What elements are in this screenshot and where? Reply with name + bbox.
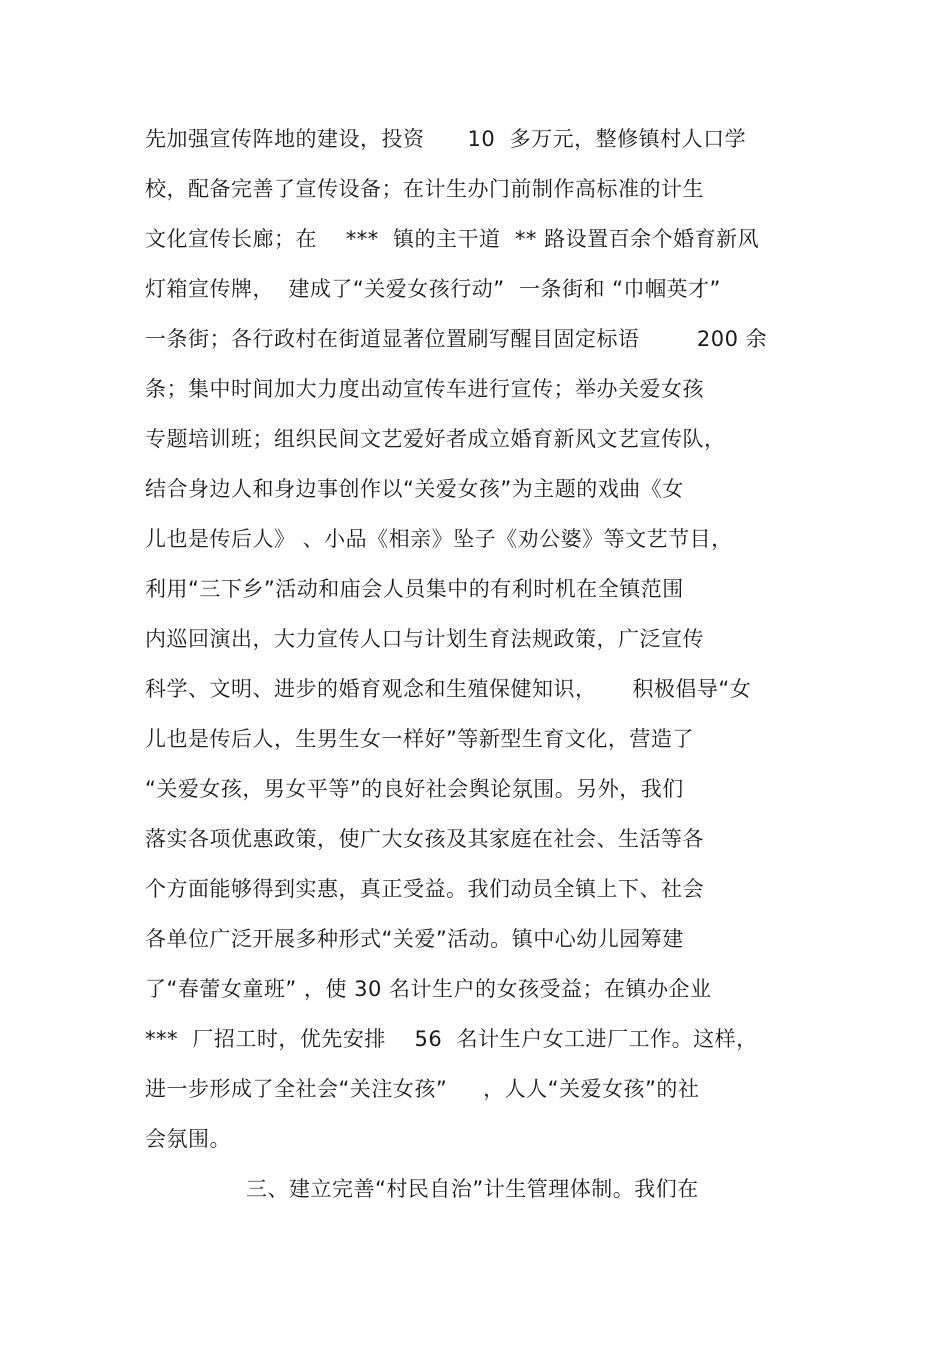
- text-line: 条；集中时间加大力度出动宣传车进行宣传；举办关爱女孩: [145, 377, 704, 401]
- text-line: *** 厂招工时，优先安排 56 名计生户女工进厂工作。这样，: [145, 1027, 758, 1051]
- text-line: 一条街；各行政村在街道显著位置刷写醒目固定标语 200 余: [145, 327, 768, 351]
- text-line: 儿也是传后人》 、小品《相亲》坠子《劝公婆》等文艺节目，: [145, 527, 733, 551]
- text-line: 先加强宣传阵地的建设，投资 10 多万元，整修镇村人口学: [145, 127, 747, 151]
- text-line: 灯箱宣传牌， 建成了“关爱女孩行动” 一条街和 “巾帼英才”: [145, 277, 721, 301]
- text-line: 校，配备完善了宣传设备；在计生办门前制作高标准的计生: [145, 177, 704, 201]
- text-line: 各单位广泛开展多种形式“关爱”活动。镇中心幼儿园筹建: [145, 927, 684, 951]
- text-line: 了“春蕾女童班” ，使 30 名计生户的女孩受益；在镇办企业: [145, 977, 712, 1001]
- text-line: 文化宣传长廊；在 *** 镇的主干道 ** 路设置百余个婚育新风: [145, 227, 760, 251]
- text-line: 科学、文明、进步的婚育观念和生殖保健知识， 积极倡导“女: [145, 677, 752, 701]
- text-line: 专题培训班；组织民间文艺爱好者成立婚育新风文艺宣传队，: [145, 427, 726, 451]
- text-line: 会氛围。: [145, 1127, 231, 1151]
- section-heading: 三、建立完善“村民自治”计生管理体制。我们在: [246, 1177, 699, 1201]
- text-line: 进一步形成了全社会“关注女孩” ，人人“关爱女孩”的社: [145, 1077, 700, 1101]
- text-line: “关爱女孩，男女平等”的良好社会舆论氛围。另外，我们: [145, 777, 684, 801]
- text-line: 内巡回演出，大力宣传人口与计划生育法规政策，广泛宣传: [145, 627, 704, 651]
- text-line: 结合身边人和身边事创作以“关爱女孩”为主题的戏曲《女: [145, 477, 684, 501]
- text-line: 利用“三下乡”活动和庙会人员集中的有利时机在全镇范围: [145, 577, 684, 601]
- text-line: 儿也是传后人，生男生女一样好”等新型生育文化，营造了: [145, 727, 694, 751]
- text-line: 落实各项优惠政策，使广大女孩及其家庭在社会、生活等各: [145, 827, 704, 851]
- text-line: 个方面能够得到实惠，真正受益。我们动员全镇上下、社会: [145, 877, 704, 901]
